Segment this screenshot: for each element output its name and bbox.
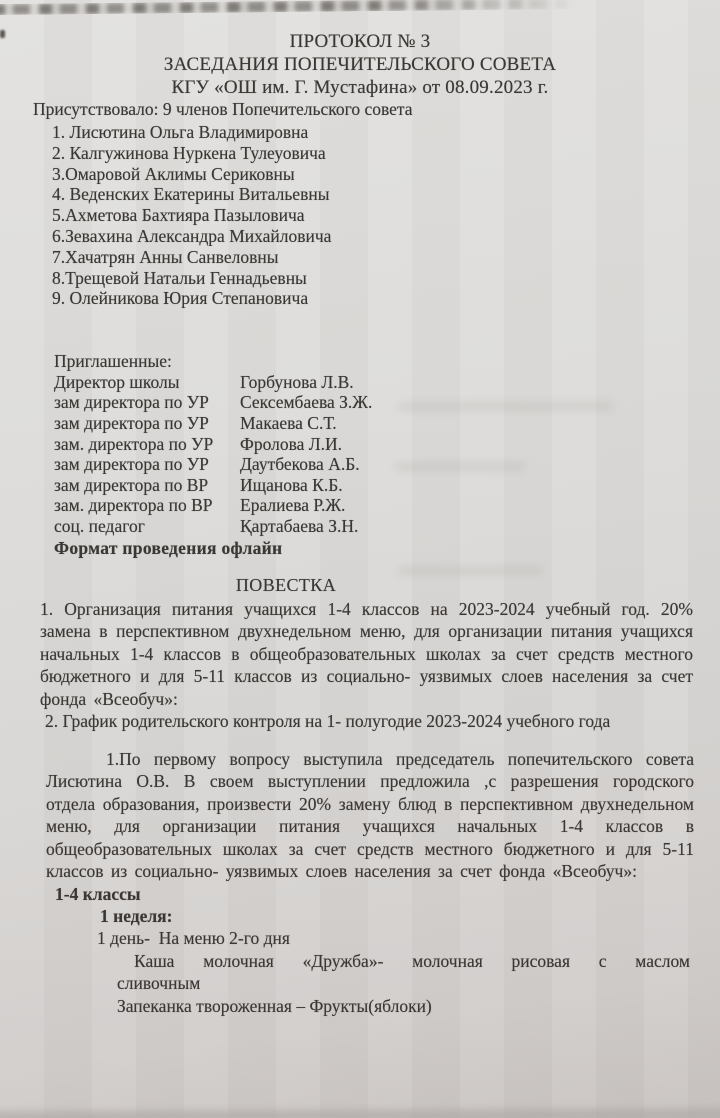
invited-role: зам. директора по ВР — [54, 495, 213, 516]
dish-line: Каша молочная «Дружба»- молочная рисовая с маслом — [134, 950, 690, 971]
invited-row — [54, 434, 720, 455]
member-item: 5.Ахметова Бахтияра Пазыловича — [52, 205, 305, 226]
scan-artifact-edge-dot — [0, 30, 5, 38]
day-line: 1 день- На меню 2-го дня — [97, 928, 290, 949]
invited-name: Қартабаева З.Н. — [240, 515, 359, 536]
agenda-item: 2. График родительского контроля на 1- полугодие 2023-2024 учебного года — [45, 711, 611, 732]
scan-bleedthrough-mark — [395, 462, 525, 471]
member-item: 3.Омаровой Аклимы Сериковны — [52, 163, 295, 184]
scan-artifact-bottom-band — [0, 1108, 720, 1118]
invited-row — [54, 475, 720, 496]
invited-row — [54, 454, 720, 475]
invited-name: Горбунова Л.В. — [240, 371, 354, 392]
invited-name: Ералиева Р.Ж. — [240, 495, 346, 516]
scan-bleedthrough-mark — [398, 402, 613, 411]
invited-row — [54, 392, 720, 413]
agenda-section — [0, 574, 720, 734]
protocol-number-line: ПРОТОКОЛ № 3 — [289, 31, 431, 52]
member-item: 4. Веденских Екатерины Витальевны — [52, 184, 330, 205]
invited-role: зам. директора по УР — [54, 433, 214, 454]
agenda-item: 1. Организация питания учащихся 1-4 классов на 2023-2024 учебный год. 20% замена в перспективном двухнедельном меню, для организации питания учащихся начальных 1-4 классов в общеобразовательных школах за счет средств местного бюджетного и для 5-11 классов из социально- уязвимых слоев населения за счет фонда «Всеобуч»: — [40, 598, 693, 709]
invited-name: Ищанова К.Б. — [240, 474, 343, 495]
invited-heading: Приглашенные: — [54, 351, 172, 372]
organization-date-line: КГУ «ОШ им. Г. Мустафина» от 08.09.2023 г. — [171, 77, 549, 98]
meeting-name-line: ЗАСЕДАНИЯ ПОПЕЧИТЕЛЬСКОГО СОВЕТА — [163, 54, 557, 75]
classes-heading: 1-4 классы — [55, 883, 141, 904]
invited-role: соц. педагог — [54, 515, 145, 536]
invited-role: зам директора по УР — [54, 412, 209, 433]
week-heading: 1 неделя: — [100, 905, 173, 926]
dish-line: Запеканка твороженная – Фрукты(яблоки) — [117, 995, 432, 1016]
invited-row — [54, 516, 720, 537]
invited-role: Директор школы — [54, 371, 180, 392]
member-item: 2. Калгужинова Нуркена Тулеуовича — [52, 142, 326, 163]
members-list — [52, 122, 720, 309]
agenda-heading: ПОВЕСТКА — [235, 574, 337, 595]
scan-artifact-top-strip — [0, 0, 592, 15]
invited-section — [0, 351, 720, 558]
invited-role: зам директора по ВР — [54, 474, 209, 495]
document-title-block — [0, 30, 720, 99]
member-item: 7.Хачатрян Анны Санвеловны — [52, 246, 279, 267]
scan-bleedthrough-mark — [398, 566, 543, 575]
invited-row — [54, 372, 720, 393]
member-item: 6.Зевахина Александра Михайловича — [52, 225, 332, 246]
member-item: 8.Трещевой Натальи Геннадьевны — [52, 267, 307, 288]
member-item: 1. Лисютина Ольга Владимировна — [52, 122, 309, 142]
member-item: 9. Олейникова Юрия Степановича — [52, 288, 309, 309]
invited-name: Фролова Л.И. — [240, 433, 343, 454]
attendance-line: Присутствовало: 9 членов Попечительского совета — [33, 99, 413, 119]
first-question-paragraph: 1.По первому вопросу выступила председатель попечительского совета Лисютина О.В. В своем выступлении предложила ,с разрешения городского отдела образования, произвести 20% замену блюд в перспективном двухнедельном меню, для организации питания учащихся начальных 1-4 классов в общеобразовательных школах за счет средств местного бюджетного и для 5-11 классов из социально- уязвимых слоев населения за счет фонда «Всеобуч»: — [46, 749, 694, 882]
invited-role: зам директора по УР — [54, 454, 209, 475]
invited-role: зам директора по УР — [54, 392, 209, 413]
invited-row — [54, 495, 720, 516]
invited-row — [54, 413, 720, 434]
invited-name: Даутбекова А.Б. — [240, 454, 360, 475]
format-line: Формат проведения офлайн — [54, 537, 283, 558]
invited-name: Сексембаева З.Ж. — [240, 392, 373, 413]
dish-line: сливочным — [117, 973, 201, 994]
invited-name: Макаева С.Т. — [240, 412, 337, 433]
